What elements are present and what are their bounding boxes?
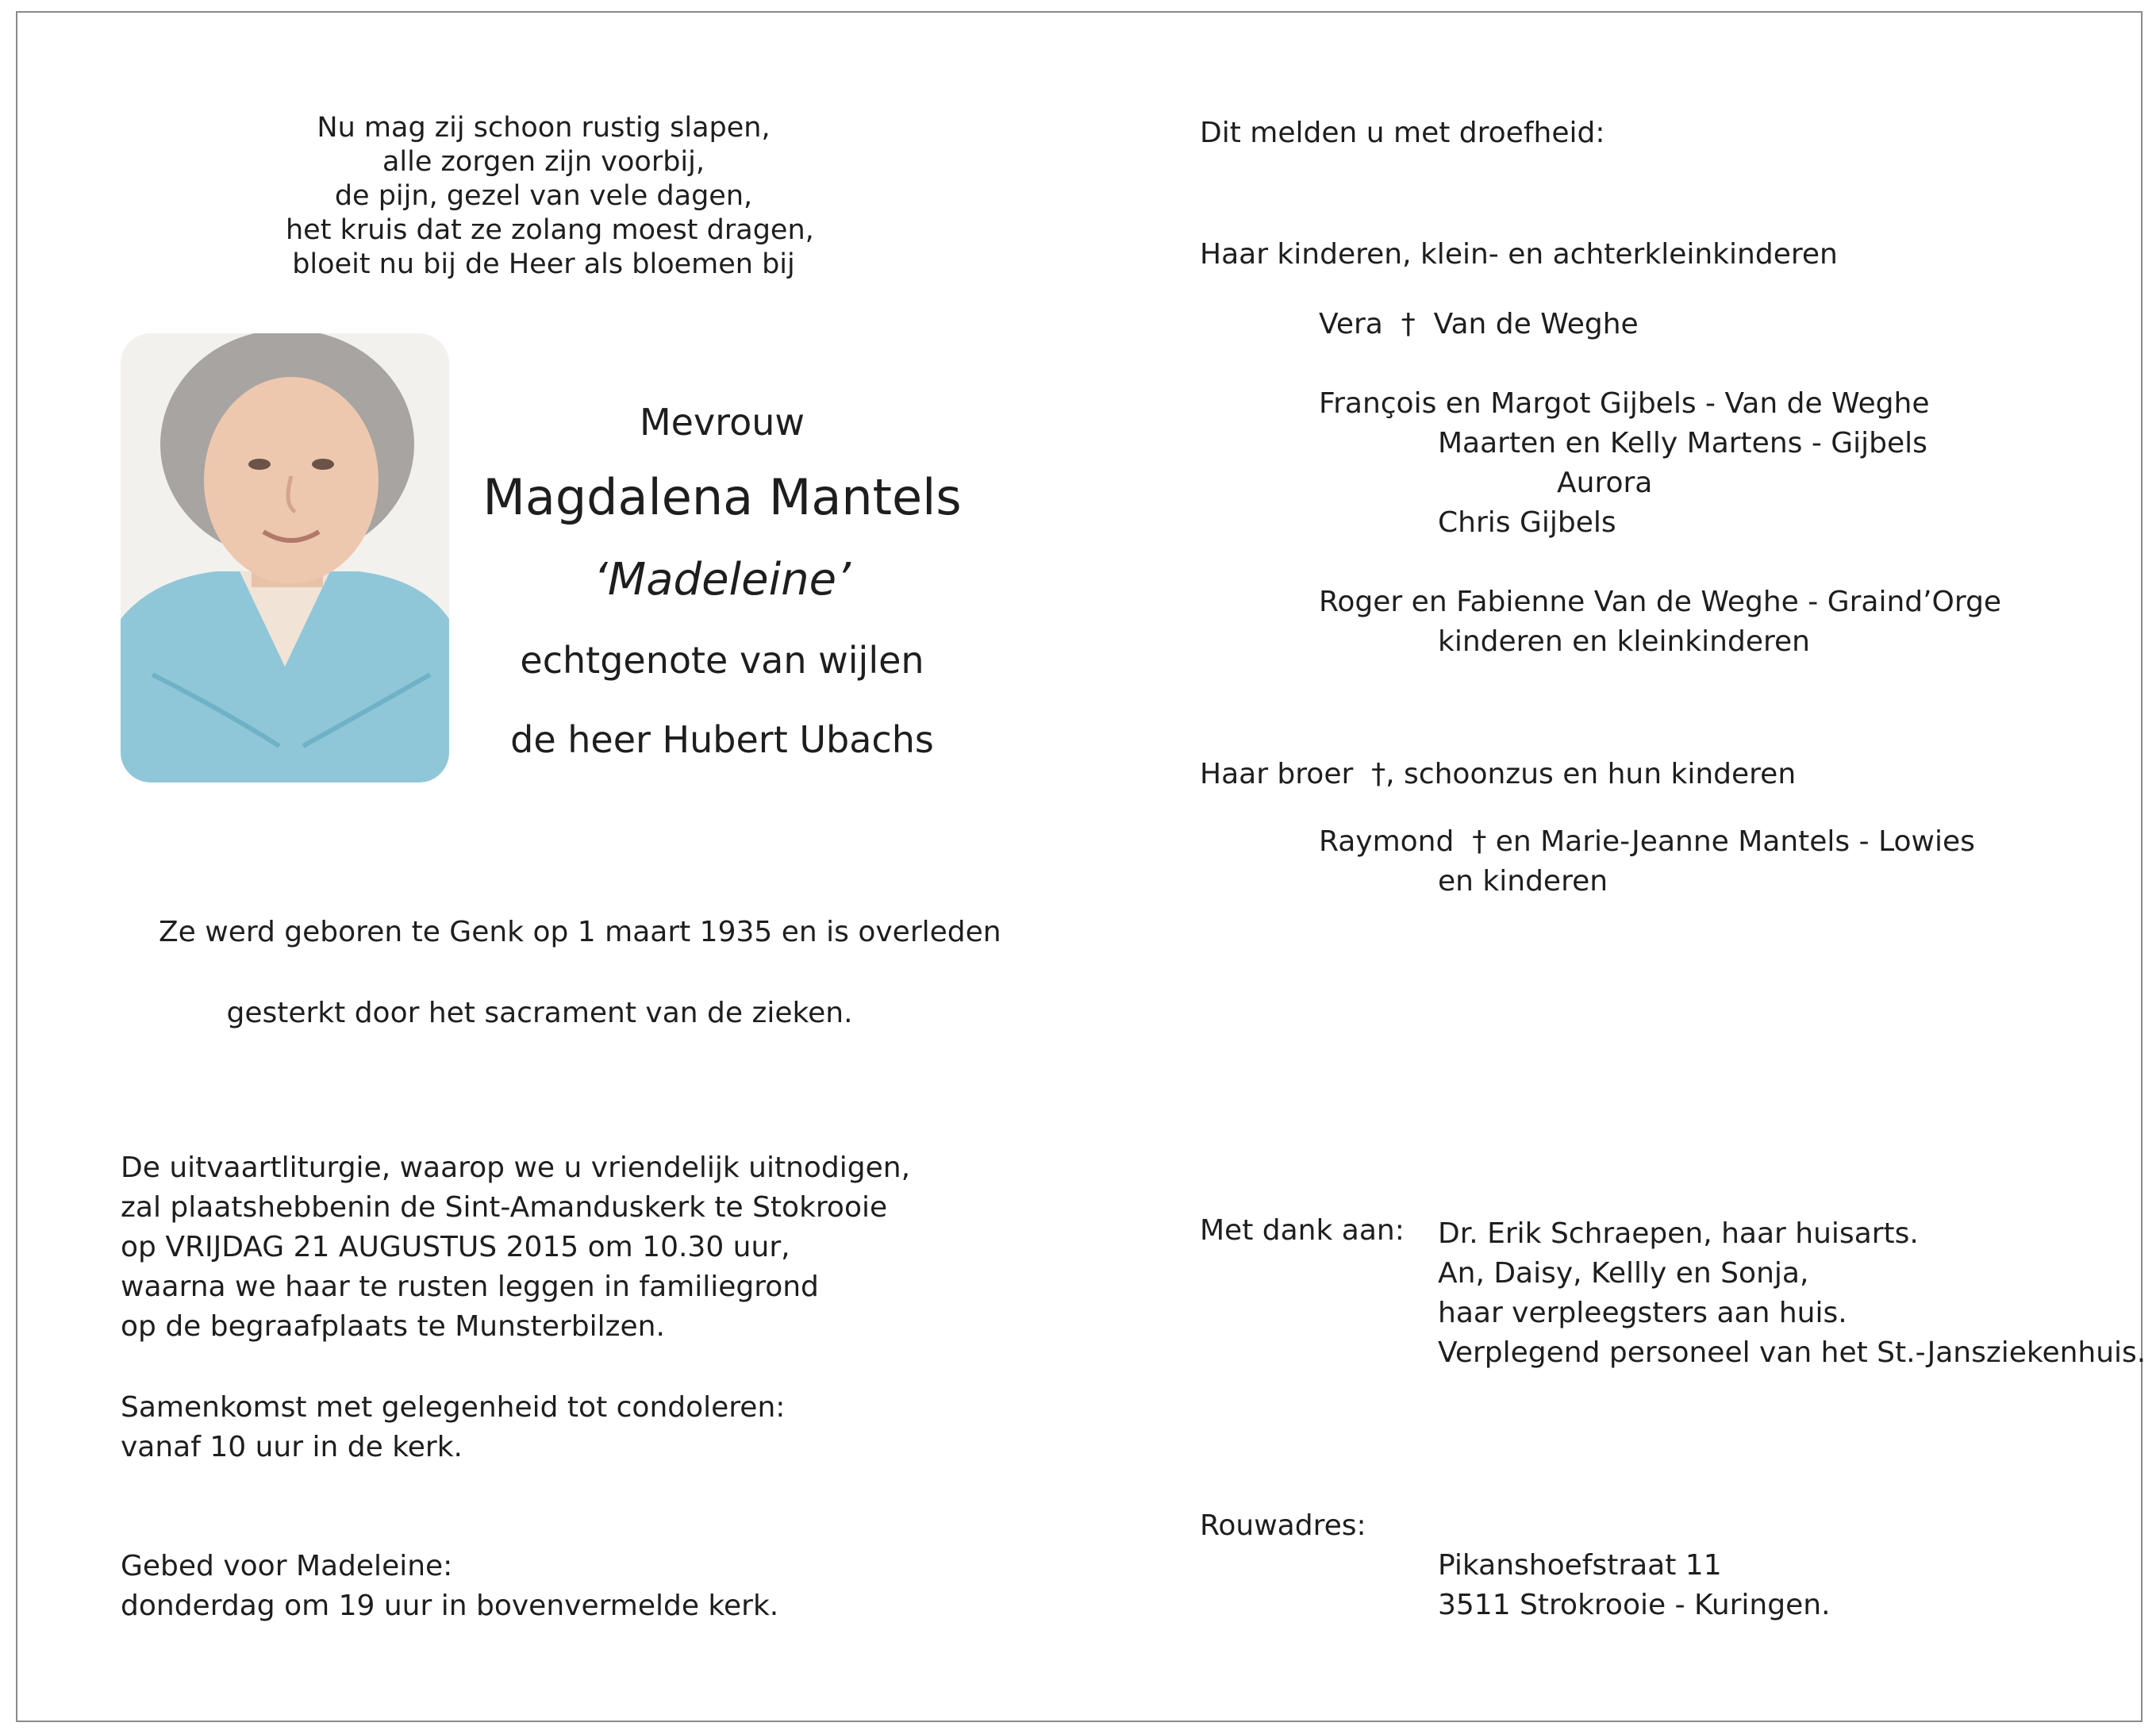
family-line: Aurora	[1557, 467, 1653, 499]
family-line-raymond	[1319, 825, 1975, 858]
family-line: en kinderen	[1438, 865, 1608, 898]
thanks-list	[1438, 1214, 2146, 1373]
siblings-heading-part: Haar broer	[1200, 758, 1354, 790]
thanks-line: An, Daisy, Kellly en Sonja,	[1438, 1257, 1809, 1290]
thanks-line: Dr. Erik Schraepen, haar huisarts.	[1438, 1217, 1919, 1250]
family-line: kinderen en kleinkinderen	[1438, 625, 1810, 658]
family-name: Van de Weghe	[1433, 308, 1639, 340]
family-line: Chris Gijbels	[1438, 506, 1616, 539]
prayer-heading: Gebed voor Madeleine:	[121, 1550, 453, 1582]
family-name: en Marie-Jeanne Mantels - Lowies	[1495, 825, 1975, 858]
poem-line: de pijn, gezel van vele dagen,	[334, 180, 753, 212]
family-line: Maarten en Kelly Martens - Gijbels	[1438, 427, 1927, 459]
family-name: Raymond	[1319, 825, 1455, 858]
cross-icon: †	[1401, 308, 1416, 340]
thanks-label: Met dank aan:	[1200, 1214, 1405, 1247]
portrait-photo	[121, 333, 449, 782]
funeral-line: De uitvaartliturgie, waarop we u vriendelijk uitnodigen,	[121, 1152, 911, 1184]
siblings-heading	[1200, 758, 1796, 790]
birth-line: Ze werd geboren te Genk op 1 maart 1935 en is overleden	[159, 916, 1001, 948]
funeral-line: op VRIJDAG 21 AUGUSTUS 2015 om 10.30 uur,	[121, 1231, 790, 1263]
family-name: Vera	[1319, 308, 1383, 340]
siblings-heading-part: , schoonzus en hun kinderen	[1385, 758, 1797, 790]
poem-line: alle zorgen zijn voorbij,	[382, 146, 705, 178]
family-line-vera	[1319, 308, 1639, 340]
children-heading: Haar kinderen, klein- en achterkleinkinderen	[1200, 238, 1838, 271]
address-city: 3511 Strokrooie - Kuringen.	[1438, 1589, 1831, 1621]
relation-line: echtgenote van wijlen	[520, 639, 924, 682]
poem-line: het kruis dat ze zolang moest dragen,	[286, 214, 814, 246]
prayer-detail: donderdag om 19 uur in bovenvermelde kerk.	[121, 1590, 779, 1622]
thanks-line: haar verpleegsters aan huis.	[1438, 1297, 1847, 1329]
poem-line: bloeit nu bij de Heer als bloemen bij	[292, 248, 795, 280]
family-line: François en Margot Gijbels - Van de Weghe	[1319, 387, 1930, 420]
cross-icon: †	[1472, 825, 1487, 858]
deceased-name: Magdalena Mantels	[482, 468, 962, 526]
deceased-title: Mevrouw	[639, 401, 805, 444]
funeral-line: waarna we haar te rusten leggen in familiegrond	[121, 1271, 819, 1303]
gathering-detail: vanaf 10 uur in de kerk.	[121, 1431, 463, 1463]
relation-line: de heer Hubert Ubachs	[510, 718, 934, 761]
address-street: Pikanshoefstraat 11	[1438, 1549, 1722, 1582]
deceased-nickname: ‘Madeleine’	[594, 554, 851, 606]
funeral-line: zal plaatshebbenin de Sint-Amanduskerk te Stokrooie	[121, 1191, 888, 1224]
funeral-info	[121, 1148, 910, 1347]
gathering-heading: Samenkomst met gelegenheid tot condoleren:	[121, 1391, 786, 1424]
family-line: Roger en Fabienne Van de Weghe - Graind’Orge	[1319, 586, 2002, 618]
funeral-line: op de begraafplaats te Munsterbilzen.	[121, 1310, 665, 1343]
cross-icon: †	[1371, 758, 1386, 790]
poem-line: Nu mag zij schoon rustig slapen,	[317, 112, 771, 144]
address-label: Rouwadres:	[1200, 1509, 1366, 1542]
birth-line: gesterkt door het sacrament van de zieken.	[226, 997, 853, 1029]
thanks-line: Verplegend personeel van het St.-Jansziekenhuis.	[1438, 1336, 2146, 1369]
announcement: Dit melden u met droefheid:	[1200, 117, 1605, 149]
poem	[286, 111, 814, 282]
